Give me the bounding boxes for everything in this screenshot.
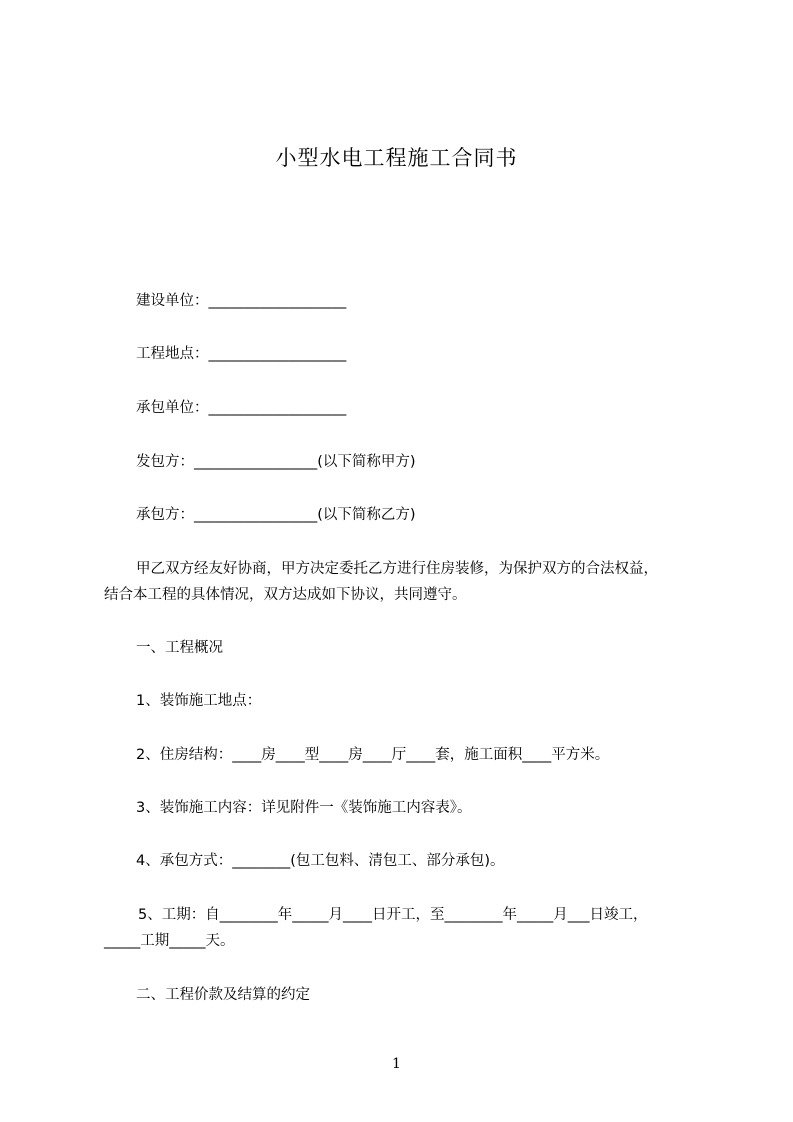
section-heading-overview: 一、工程概况 [136,640,223,656]
list-item-schedule-line-2: _____工期_____天。 [104,933,235,949]
party-a-field: 发包方：_________________(以下简称甲方) [136,454,416,470]
intro-paragraph-line-1: 甲乙双方经友好协商，甲方决定委托乙方进行住房装修，为保护双方的合法权益， [136,561,658,577]
party-b-field: 承包方：_________________(以下简称乙方) [136,507,416,523]
section-heading-payment: 二、工程价款及结算的约定 [136,987,310,1003]
intro-paragraph-line-2: 结合本工程的具体情况，双方达成如下协议，共同遵守。 [104,587,467,603]
page-number: 1 [392,1056,401,1072]
contractor-unit-field: 承包单位：___________________ [136,400,347,416]
list-item-location: 1、装饰施工地点： [136,693,262,709]
project-location-field: 工程地点：___________________ [136,346,347,362]
construction-unit-field: 建设单位：___________________ [136,293,347,309]
list-item-schedule-line-1: 5、工期：自________年_____月____日开工，至________年_____月___日竣工， [138,907,648,923]
document-title: 小型水电工程施工合同书 [275,146,518,170]
list-item-content: 3、装饰施工内容：详见附件一《装饰施工内容表》。 [136,800,472,816]
list-item-contract-method: 4、承包方式：________(包工包料、清包工、部分承包)。 [136,853,505,869]
list-item-structure: 2、住房结构：____房____型____房____厅____套，施工面积____平方米。 [136,747,610,763]
